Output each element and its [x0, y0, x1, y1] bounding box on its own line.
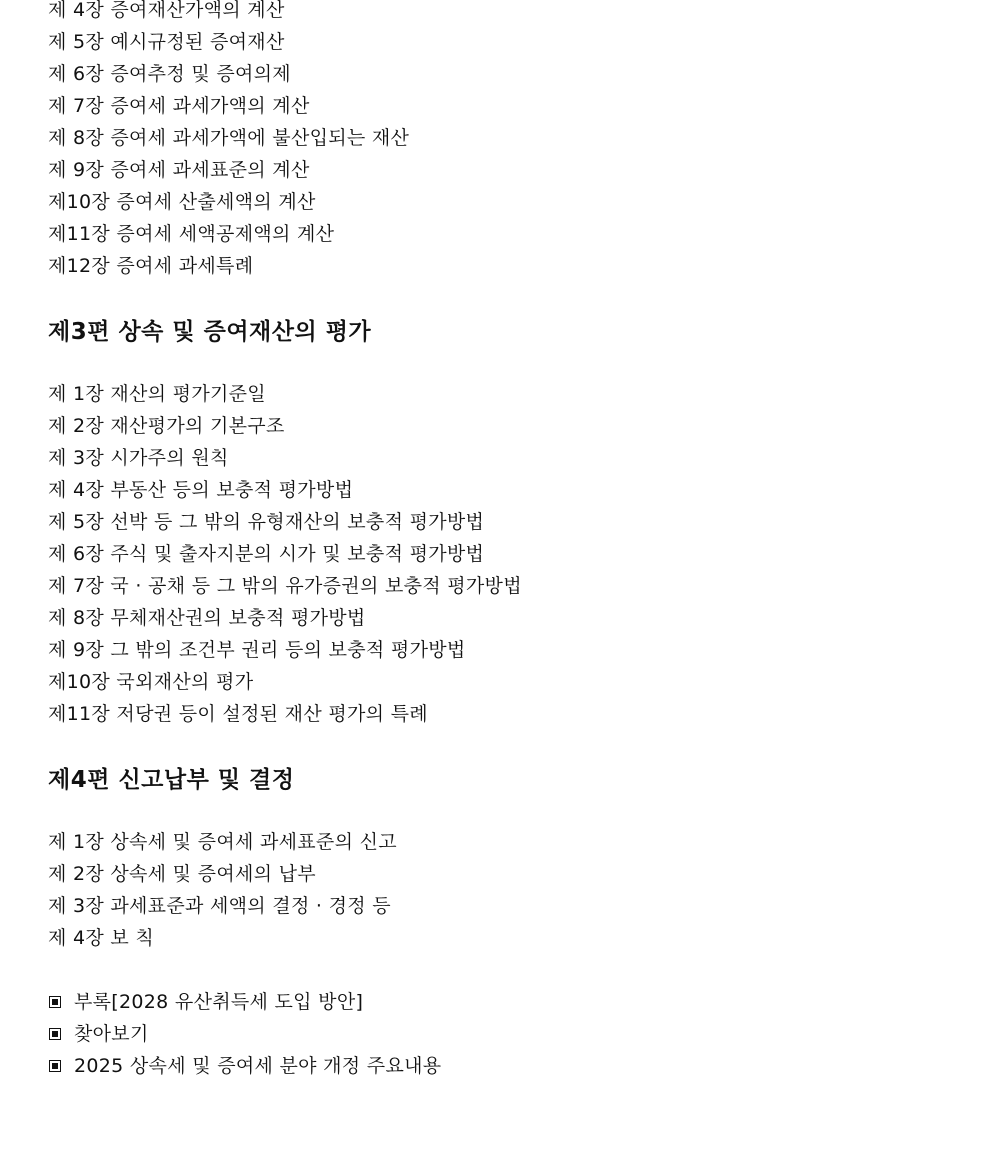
toc-chapter: 제 1장 상속세 및 증여세 과세표준의 신고: [48, 831, 397, 853]
filled-square-icon: [49, 1028, 61, 1040]
toc-chapter: 제 4장 보 칙: [48, 927, 155, 949]
toc-chapter: 제12장 증여세 과세특례: [48, 255, 254, 277]
toc-chapter: 제10장 증여세 산출세액의 계산: [48, 191, 316, 213]
toc-chapter: 제10장 국외재산의 평가: [48, 671, 254, 693]
toc-chapter: 제 3장 시가주의 원칙: [48, 447, 229, 469]
toc-chapter: 제 4장 증여재산가액의 계산: [48, 0, 285, 21]
toc-chapter: 제11장 증여세 세액공제액의 계산: [48, 223, 335, 245]
appendix-list: [48, 986, 968, 1082]
toc-chapter: 제 8장 증여세 과세가액에 불산입되는 재산: [48, 127, 410, 149]
toc-chapter: 제 1장 재산의 평가기준일: [48, 383, 266, 405]
part4-title: 제4편 신고납부 및 결정: [48, 767, 295, 793]
appendix-item-label: 찾아보기: [74, 1023, 149, 1045]
toc-chapter: 제 7장 증여세 과세가액의 계산: [48, 95, 310, 117]
toc-chapter: 제 4장 부동산 등의 보충적 평가방법: [48, 479, 354, 501]
toc-chapter: 제 3장 과세표준과 세액의 결정 · 경정 등: [48, 895, 391, 917]
toc-chapter: 제 2장 재산평가의 기본구조: [48, 415, 285, 437]
appendix-item: [48, 1018, 968, 1050]
toc-chapter: 제 9장 그 밖의 조건부 권리 등의 보충적 평가방법: [48, 639, 466, 661]
toc-chapter: 제 7장 국 · 공채 등 그 밖의 유가증권의 보충적 평가방법: [48, 575, 522, 597]
toc-chapter: 제 8장 무체재산권의 보충적 평가방법: [48, 607, 366, 629]
toc-chapter: 제11장 저당권 등이 설정된 재산 평가의 특례: [48, 703, 428, 725]
filled-square-icon: [49, 1060, 61, 1072]
toc-chapter: 제 2장 상속세 및 증여세의 납부: [48, 863, 316, 885]
part2-chapter-list: [48, 0, 968, 282]
toc-chapter: 제 5장 선박 등 그 밖의 유형재산의 보충적 평가방법: [48, 511, 485, 533]
toc-chapter: 제 6장 주식 및 출자지분의 시가 및 보충적 평가방법: [48, 543, 485, 565]
toc-chapter: 제 9장 증여세 과세표준의 계산: [48, 159, 310, 181]
part3-title: 제3편 상속 및 증여재산의 평가: [48, 319, 372, 345]
appendix-item: [48, 986, 968, 1018]
toc-chapter: 제 5장 예시규정된 증여재산: [48, 31, 285, 53]
appendix-item-label: 2025 상속세 및 증여세 분야 개정 주요내용: [74, 1055, 442, 1077]
part3-chapter-list: [48, 378, 968, 730]
part4-chapter-list: [48, 826, 968, 954]
filled-square-icon: [49, 996, 61, 1008]
table-of-contents: [48, 0, 968, 1082]
appendix-item: [48, 1050, 968, 1082]
appendix-item-label: 부록[2028 유산취득세 도입 방안]: [74, 991, 364, 1013]
toc-chapter: 제 6장 증여추정 및 증여의제: [48, 63, 291, 85]
